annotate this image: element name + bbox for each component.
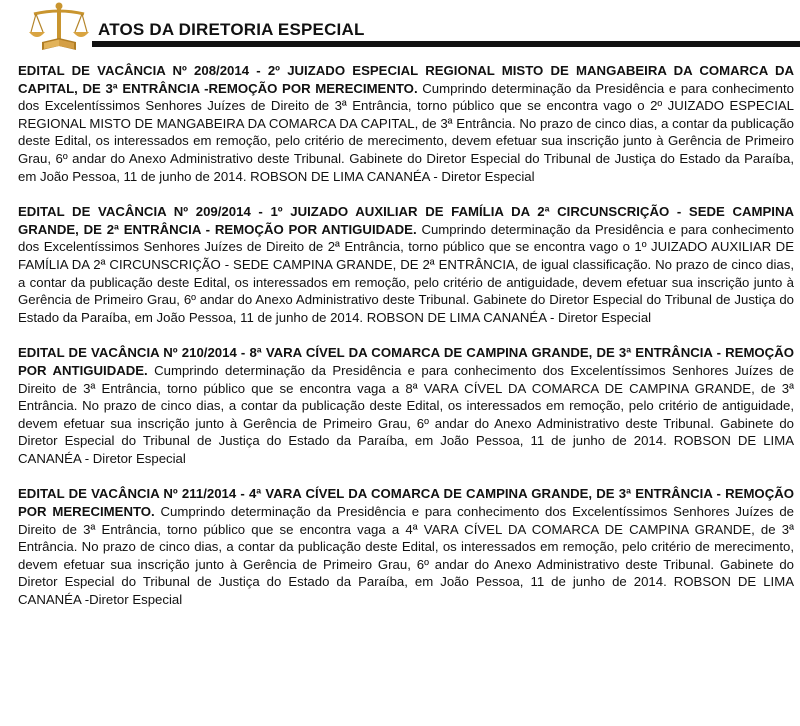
edital-211 xyxy=(18,485,794,608)
edital-heading: EDITAL DE VACÂNCIA Nº 210/2014 - 8ª VARA CÍVEL DA COMARCA DE CAMPINA GRANDE, DE 3ª ENTRÂNCIA - REMOÇÃO POR ANTIGUIDADE. xyxy=(18,345,794,378)
edital-heading: EDITAL DE VACÂNCIA Nº 208/2014 - 2º JUIZADO ESPECIAL REGIONAL MISTO DE MANGABEIRA DA COMARCA DA CAPITAL, DE 3ª ENTRÂNCIA -REMOÇÃO POR MERECIMENTO. xyxy=(18,63,794,96)
edital-body: Cumprindo determinação da Presidência e para conhecimento dos Excelentíssimos Senhores Juízes de Direito de 3ª Entrância, torno público que se encontra vaga a 8ª VARA CÍVEL DA COMARCA DE CAMPINA GRANDE, de 3ª Entrância. No prazo de cinco dias, a contar da publicação deste Edital, os interessados em remoção, pelo critério de antiguidade, devem efetuar sua inscrição junto à Gerência de Primeiro Grau, 6º andar do Anexo Administrativo deste Tribunal. Gabinete do Diretor Especial do Tribunal de Justiça do Estado da Paraíba, em João Pessoa, 11 de junho de 2014. ROBSON DE LIMA CANANÉA - Diretor Especial xyxy=(18,362,795,466)
section-title: ATOS DA DIRETORIA ESPECIAL xyxy=(98,20,365,39)
scales-of-justice-icon xyxy=(28,2,90,54)
header-rule xyxy=(92,41,800,47)
section-header xyxy=(0,0,800,56)
edital-heading: EDITAL DE VACÂNCIA Nº 211/2014 - 4ª VARA CÍVEL DA COMARCA DE CAMPINA GRANDE, DE 3ª ENTRÂNCIA - REMOÇÃO POR MERECIMENTO. xyxy=(18,486,794,520)
edital-208 xyxy=(18,62,794,185)
edital-body: Cumprindo determinação da Presidência e para conhecimento dos Excelentíssimos Senhores Juízes de Direito de 3ª Entrância, torno público que se encontra vago o 2º JUIZADO ESPECIAL REGIONAL MISTO DE MANGABEIRA DA COMARCA DA CAPITAL, de 3ª Entrância. No prazo de cinco dias, a contar da publicação deste Edital, os interessados em remoção, pelo critério de merecimento, devem efetuar sua inscrição junto à Gerência de Primeiro Grau, 6º andar do Anexo Administrativo deste Tribunal. Gabinete do Diretor Especial do Tribunal de Justiça do Estado da Paraíba, em João Pessoa, 11 de junho de 2014. ROBSON DE LIMA CANANÉA - Diretor Especial xyxy=(18,80,794,184)
edital-209 xyxy=(18,203,794,326)
edital-210 xyxy=(18,344,794,467)
edital-body: Cumprindo determinação da Presidência e para conhecimento dos Excelentíssimos Senhores Juízes de Direito de 2ª Entrância, torno público que se encontra vago o 1º JUIZADO AUXILIAR DE FAMÍLIA DA 2ª CIRCUNSCRIÇÃO - SEDE CAMPINA GRANDE, DE 2ª ENTRÂNCIA, de igual classificação. No prazo de cinco dias, a contar da publicação deste Edital, os interessados em remoção, pelo critério de antiguidade, devem efetuar sua inscrição junto à Gerência de Primeiro Grau, 6º andar do Anexo Administrativo deste Tribunal. Gabinete do Diretor Especial do Tribunal de Justiça do Estado da Paraíba, em João Pessoa, 11 de junho de 2014. ROBSON DE LIMA CANANÉA - Diretor Especial xyxy=(18,221,794,325)
edital-body: Cumprindo determinação da Presidência e para conhecimento dos Excelentíssimos Senhores Juízes de Direito de 3ª Entrância, torno público que se encontra vaga a 4ª VARA CÍVEL DA COMARCA DE CAMPINA GRANDE, de 3ª Entrância. No prazo de cinco dias, a contar da publicação deste Edital, os interessados em remoção, pelo critério de merecimento, devem efetuar sua inscrição junto à Gerência de Primeiro Grau, 6º andar do Anexo Administrativo deste Tribunal. Gabinete do Diretor Especial do Tribunal de Justiça do Estado da Paraíba, em João Pessoa, 11 de junho de 2014. ROBSON DE LIMA CANANÉA -Diretor Especial xyxy=(18,504,794,608)
editais-list xyxy=(18,62,794,627)
edital-heading: EDITAL DE VACÂNCIA Nº 209/2014 - 1º JUIZADO AUXILIAR DE FAMÍLIA DA 2ª CIRCUNSCRIÇÃO - SEDE CAMPINA GRANDE, DE 2ª ENTRÂNCIA - REMOÇÃO POR ANTIGUIDADE. xyxy=(18,204,794,237)
